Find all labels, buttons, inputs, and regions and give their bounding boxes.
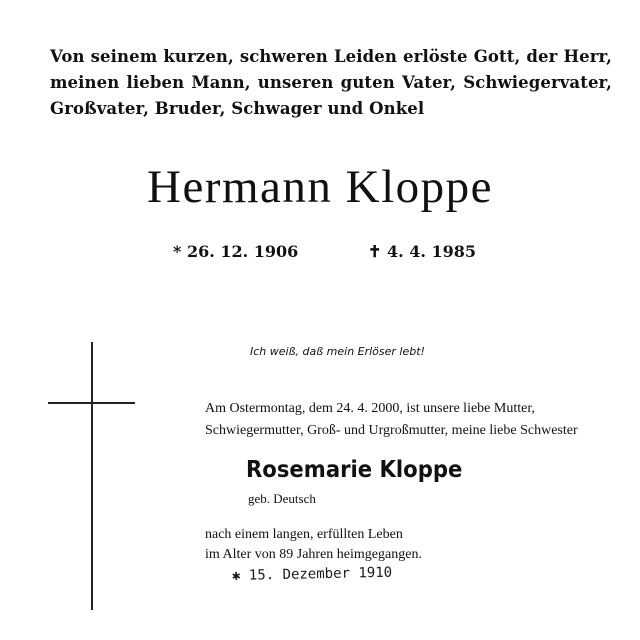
notice-2-intro-text: Am Ostermontag, dem 24. 4. 2000, ist unsere liebe Mutter, Schwiegermutter, Groß- und Urgroßmutter, meine liebe Schwester <box>205 401 578 438</box>
notice-2-outro-line: nach einem langen, erfüllten Leben <box>205 527 403 542</box>
notice-1-deceased-name: Hermann Kloppe <box>147 161 493 213</box>
notice-2-outro-text <box>205 525 605 565</box>
notice-1-intro-text: Von seinem kurzen, schweren Leiden erlöste Gott, der Herr, meinen lieben Mann, unseren guten Vater, Schwiegervater, Großvater, Bruder, Schwager und Onkel <box>50 47 612 118</box>
notice-1-birth-date: * 26. 12. 1906 <box>173 242 299 261</box>
notice-2-motto: Ich weiß, daß mein Erlöser lebt! <box>250 345 425 358</box>
notice-2-maiden-name: geb. Deutsch <box>248 491 316 506</box>
cross-icon-crossbar <box>48 402 135 404</box>
notice-2-handwritten-birth-date: ✱ 15. Dezember 1910 <box>231 564 393 584</box>
notice-1-death-date: ✝ 4. 4. 1985 <box>368 242 477 261</box>
notice-2-deceased-name: Rosemarie Kloppe <box>246 457 463 483</box>
cross-icon <box>91 342 93 610</box>
notice-2-outro-line: im Alter von 89 Jahren heimgegangen. <box>205 547 422 562</box>
